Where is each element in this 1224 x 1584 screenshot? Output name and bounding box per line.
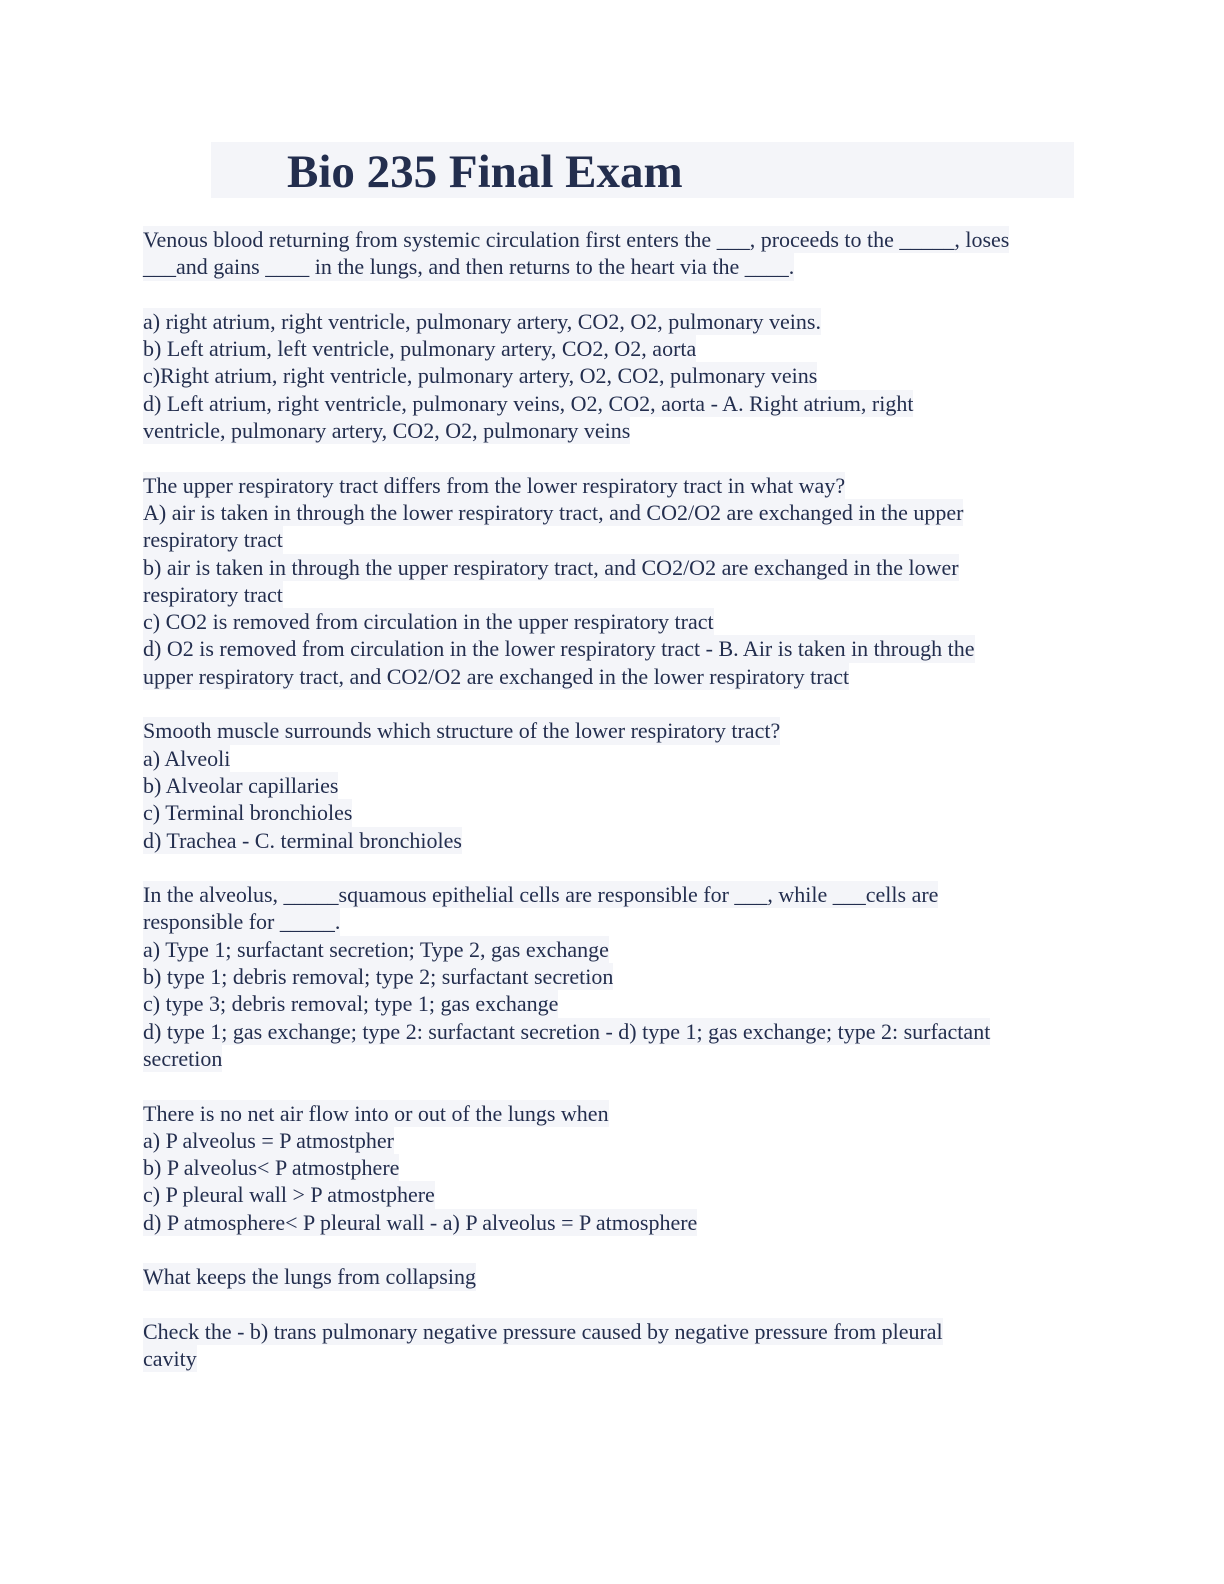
answer-option-line: b) Alveolar capillaries bbox=[143, 772, 339, 798]
answer-option-line: a) right atrium, right ventricle, pulmonary artery, CO2, O2, pulmonary veins. bbox=[143, 308, 821, 334]
document-body bbox=[143, 226, 1083, 1400]
answer-text-line: Check the - b) trans pulmonary negative pressure caused by negative pressure from pleural bbox=[143, 1318, 943, 1344]
answer-option-line: c) CO2 is removed from circulation in the upper respiratory tract bbox=[143, 609, 714, 635]
answer-option-line: c) type 3; debris removal; type 1; gas exchange bbox=[143, 991, 559, 1017]
answer-option-line: c)Right atrium, right ventricle, pulmonary artery, O2, CO2, pulmonary veins bbox=[143, 363, 818, 389]
answer-option-line: a) Type 1; surfactant secretion; Type 2, gas exchange bbox=[143, 936, 609, 962]
question-text-line: There is no net air flow into or out of the lungs when bbox=[143, 1100, 609, 1126]
answer-option-line: upper respiratory tract, and CO2/O2 are exchanged in the lower respiratory tract bbox=[143, 663, 850, 689]
answer-block bbox=[143, 1318, 1083, 1373]
answer-options-block bbox=[143, 308, 1083, 444]
title-banner bbox=[211, 142, 1074, 198]
question-text-line: Venous blood returning from systemic circulation first enters the ___, proceeds to the _____, loses bbox=[143, 227, 1010, 252]
answer-text-line: cavity bbox=[143, 1346, 197, 1372]
answer-option-line: b) type 1; debris removal; type 2; surfactant secretion bbox=[143, 964, 614, 990]
answer-option-line: a) P alveolus = P atmostpher bbox=[143, 1127, 394, 1153]
question-block bbox=[143, 1100, 1083, 1236]
question-text-line: responsible for _____. bbox=[143, 909, 341, 935]
answer-option-line: respiratory tract bbox=[143, 527, 283, 553]
question-block bbox=[143, 717, 1083, 853]
answer-option-line: d) type 1; gas exchange; type 2: surfactant secretion - d) type 1; gas exchange; type 2: surfactant bbox=[143, 1018, 991, 1044]
answer-option-line: A) air is taken in through the lower respiratory tract, and CO2/O2 are exchanged in the upper bbox=[143, 499, 964, 525]
answer-option-line: ventricle, pulmonary artery, CO2, O2, pulmonary veins bbox=[143, 418, 631, 444]
answer-option-line: b) P alveolus< P atmostphere bbox=[143, 1155, 400, 1181]
question-block bbox=[143, 472, 1083, 690]
answer-option-line: c) P pleural wall > P atmostphere bbox=[143, 1182, 435, 1208]
question-block bbox=[143, 1263, 1083, 1290]
answer-option-line: secretion bbox=[143, 1045, 223, 1071]
question-text-line: In the alveolus, _____squamous epithelial cells are responsible for ___, while ___cells are bbox=[143, 882, 939, 908]
question-block bbox=[143, 881, 1083, 1072]
answer-option-line: d) O2 is removed from circulation in the lower respiratory tract - B. Air is taken in through the bbox=[143, 636, 975, 662]
answer-option-line: respiratory tract bbox=[143, 581, 283, 607]
question-block bbox=[143, 226, 1083, 281]
answer-option-line: c) Terminal bronchioles bbox=[143, 800, 353, 826]
question-text-line: Smooth muscle surrounds which structure of the lower respiratory tract? bbox=[143, 718, 781, 744]
document-title: Bio 235 Final Exam bbox=[287, 146, 683, 198]
question-text-line: ___and gains ____ in the lungs, and then returns to the heart via the ____. bbox=[143, 254, 795, 280]
answer-option-line: d) P atmosphere< P pleural wall - a) P alveolus = P atmosphere bbox=[143, 1209, 698, 1235]
question-text-line: What keeps the lungs from collapsing bbox=[143, 1264, 476, 1290]
answer-option-line: a) Alveoli bbox=[143, 745, 231, 771]
answer-option-line: d) Left atrium, right ventricle, pulmonary veins, O2, CO2, aorta - A. Right atrium, right bbox=[143, 390, 914, 416]
answer-option-line: b) air is taken in through the upper respiratory tract, and CO2/O2 are exchanged in the lower bbox=[143, 554, 959, 580]
answer-option-line: b) Left atrium, left ventricle, pulmonary artery, CO2, O2, aorta bbox=[143, 336, 697, 362]
answer-option-line: d) Trachea - C. terminal bronchioles bbox=[143, 827, 462, 853]
question-text-line: The upper respiratory tract differs from the lower respiratory tract in what way? bbox=[143, 472, 846, 498]
